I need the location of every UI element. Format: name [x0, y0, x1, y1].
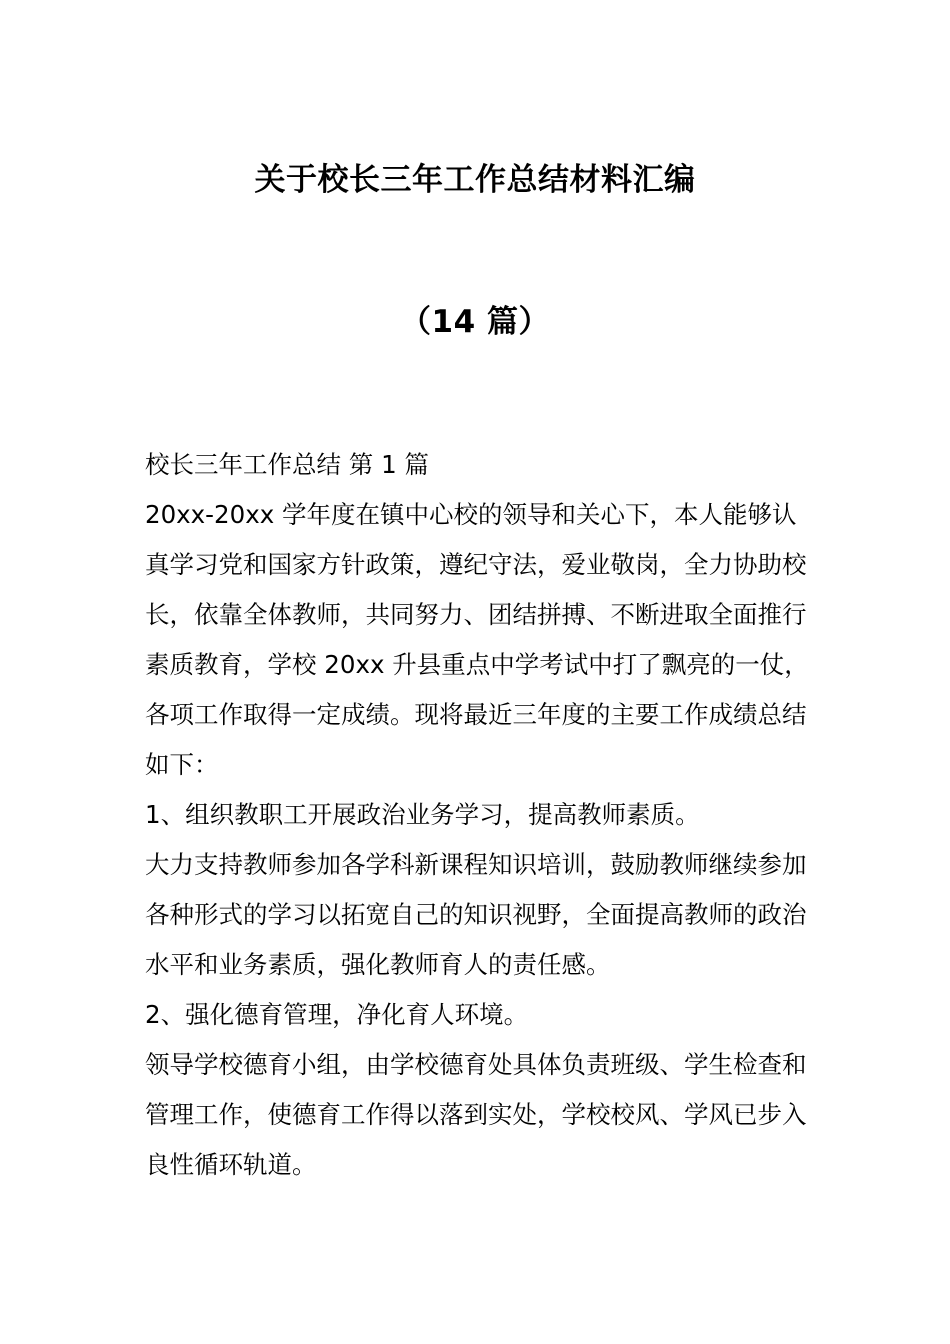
paragraph-item-2: 领导学校德育小组，由学校德育处具体负责班级、学生检查和管理工作，使德育工作得以落到实处，学校校风、学风已步入良性循环轨道。: [145, 1050, 807, 1179]
document-title: 关于校长三年工作总结材料汇编: [254, 162, 696, 198]
item-heading-2: 2、强化德育管理，净化育人环境。: [145, 1000, 529, 1029]
section-heading: 校长三年工作总结 第 1 篇: [145, 450, 429, 479]
document-body: [145, 440, 810, 1190]
paragraph-intro: 20xx-20xx 学年度在镇中心校的领导和关心下，本人能够认真学习党和国家方针政策，遵纪守法，爱业敬岗，全力协助校长，依靠全体教师，共同努力、团结拼搏、不断进取全面推行素质教育，学校 20xx 升县重点中学考试中打了飘亮的一仗，各项工作取得一定成绩。现将最近三年度的主要工作成绩总结如下：: [145, 500, 809, 779]
item-heading-1: 1、组织教职工开展政治业务学习，提高教师素质。: [145, 800, 700, 829]
paragraph-item-1: 大力支持教师参加各学科新课程知识培训，鼓励教师继续参加各种形式的学习以拓宽自己的知识视野，全面提高教师的政治水平和业务素质，强化教师育人的责任感。: [145, 850, 807, 979]
document-subtitle: （14 篇）: [400, 304, 550, 340]
